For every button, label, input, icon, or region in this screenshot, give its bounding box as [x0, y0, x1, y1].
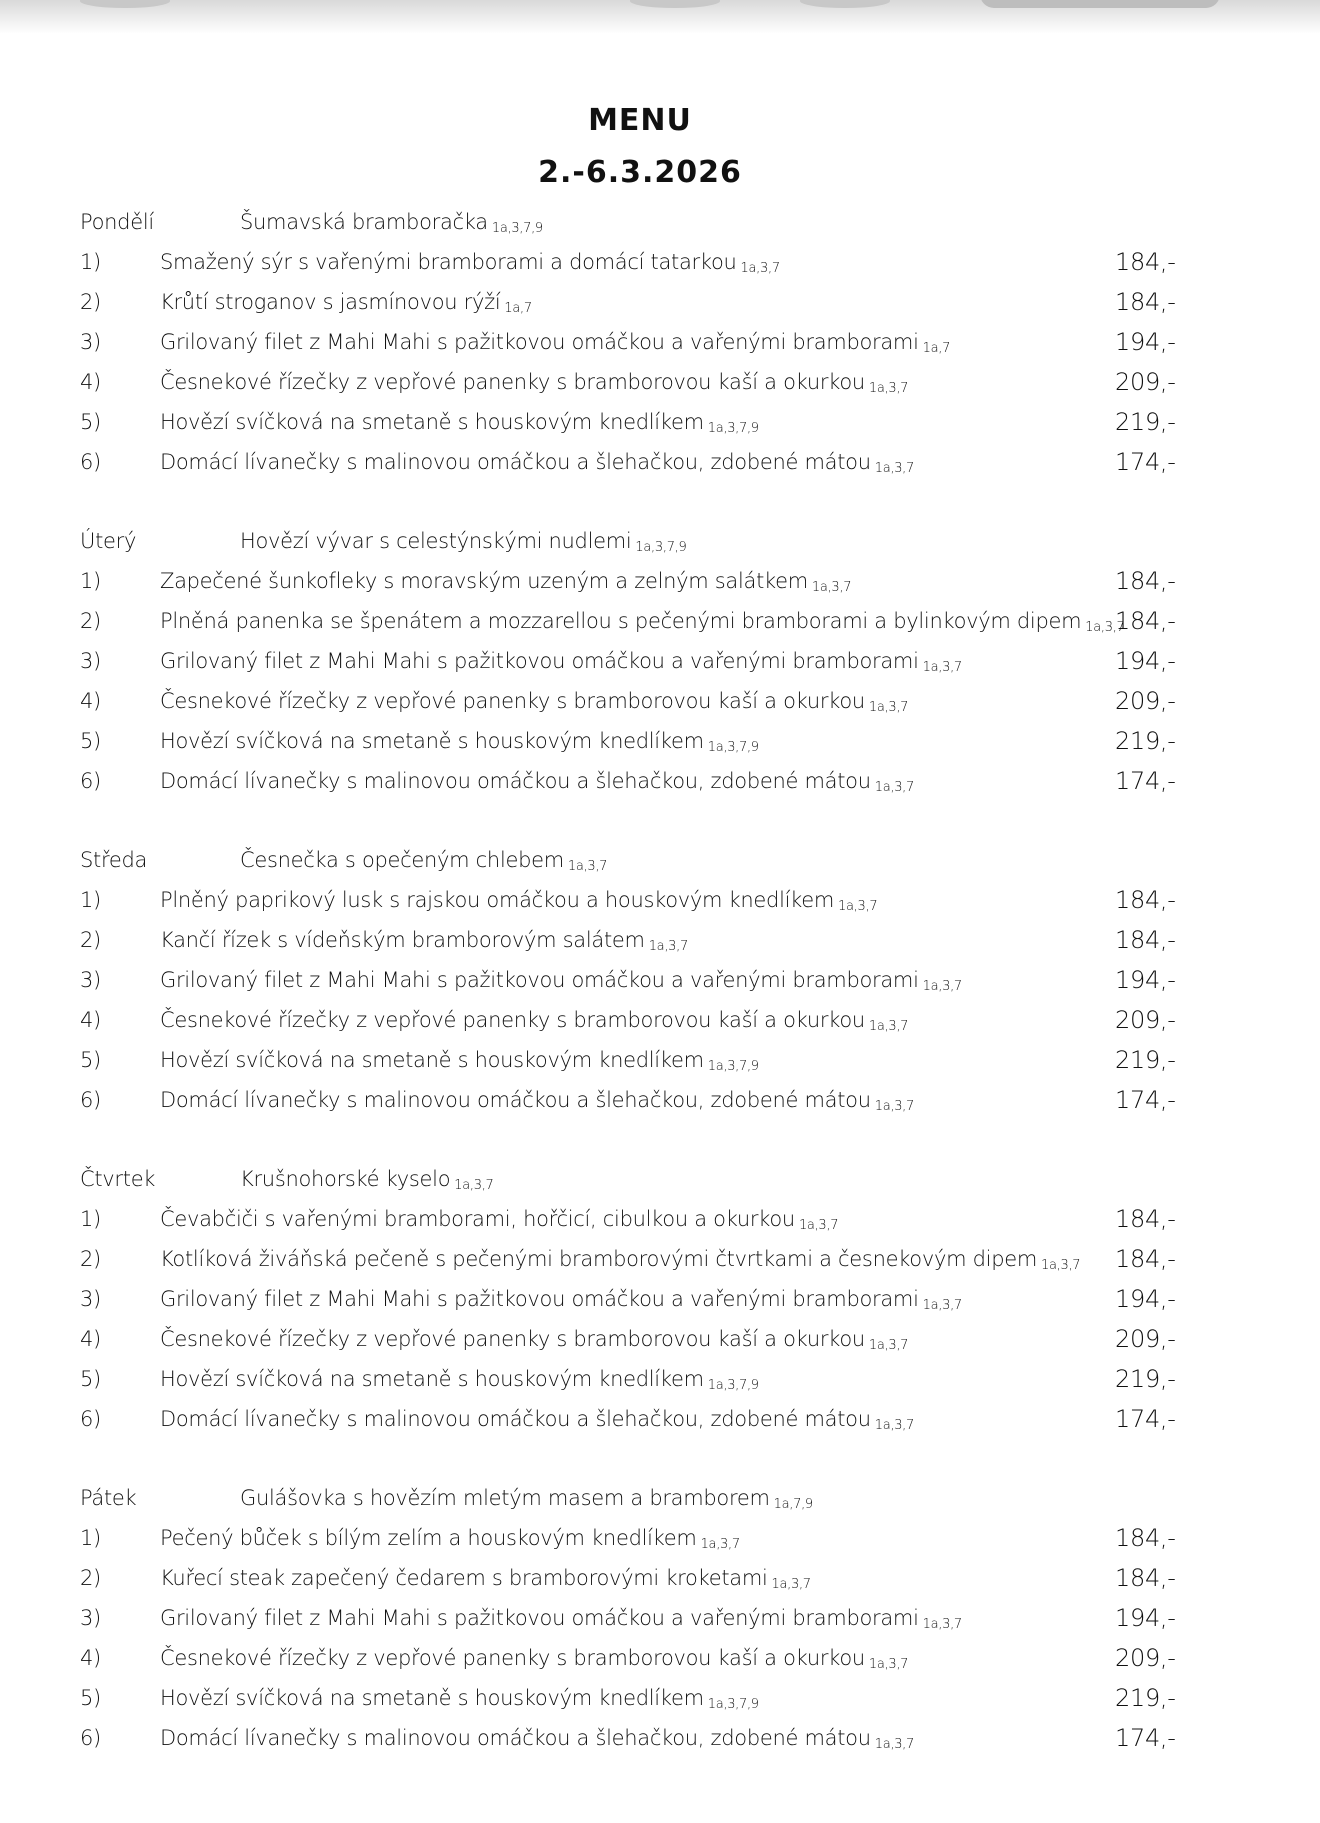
- item-price: 184,-: [1115, 1524, 1176, 1552]
- dish-allergens: 1a,3,7: [922, 979, 962, 994]
- item-price: 184,-: [1115, 607, 1176, 635]
- dish-allergens: 1a,3,7: [874, 1418, 914, 1433]
- dish-name: Domácí lívanečky s malinovou omáčkou a šlehačkou, zdobené mátou: [160, 1088, 871, 1112]
- soup-allergens: 1a,7,9: [773, 1497, 813, 1512]
- menu-dates: 2.-6.3.2026: [538, 155, 742, 190]
- dish-allergens: 1a,7: [504, 301, 532, 316]
- item-number: 1): [80, 250, 101, 274]
- dish-name: Kotlíková živáňská pečeně s pečenými bramborovými čtvrtkami a česnekovým dipem: [160, 1247, 1038, 1271]
- item-number: 2): [80, 1247, 101, 1271]
- item-number: 6): [80, 450, 101, 474]
- dish-name: Grilovaný filet z Mahi Mahi s pažitkovou omáčkou a vařenými bramborami: [160, 1287, 919, 1311]
- day-name: Úterý: [80, 529, 137, 553]
- dish-allergens: 1a,3,7: [874, 1099, 914, 1114]
- item-price: 184,-: [1115, 567, 1176, 595]
- dish-allergens: 1a,3,7,9: [707, 1059, 759, 1074]
- menu-item-row: [80, 282, 1240, 322]
- dish-name: Česnekové řízečky z vepřové panenky s bramborovou kaší a okurkou: [160, 1327, 865, 1351]
- menu-item-row: [80, 561, 1240, 601]
- dish-name: Pečený bůček s bílým zelím a houskovým knedlíkem: [160, 1526, 697, 1550]
- menu-item-row: [80, 442, 1240, 482]
- menu-item-row: [80, 1080, 1240, 1120]
- menu-item-row: [80, 1359, 1240, 1399]
- dish-name: Česnekové řízečky z vepřové panenky s bramborovou kaší a okurkou: [160, 1646, 865, 1670]
- dish-allergens: 1a,3,7: [868, 1338, 909, 1353]
- soup-name: Šumavská bramboračka: [240, 210, 488, 234]
- item-price: 209,-: [1115, 1325, 1176, 1353]
- item-number: 4): [80, 370, 101, 394]
- item-number: 5): [80, 1048, 101, 1072]
- menu-item-row: [80, 761, 1240, 801]
- item-price: 184,-: [1115, 1205, 1176, 1233]
- menu-item-row: [80, 1040, 1240, 1080]
- item-price: 194,-: [1115, 1604, 1176, 1632]
- day-section: [80, 202, 1240, 482]
- menu-item-row: [80, 1199, 1240, 1239]
- dish-allergens: 1a,7: [922, 341, 951, 356]
- item-price: 174,-: [1115, 1086, 1176, 1114]
- dish-name: Hovězí svíčková na smetaně s houskovým knedlíkem: [160, 729, 704, 753]
- day-section: [80, 1159, 1240, 1439]
- item-price: 184,-: [1115, 926, 1176, 954]
- menu-item-row: [80, 362, 1240, 402]
- dish-name: Plněná panenka se špenátem a mozzarellou s pečenými bramborami a bylinkovým dipem: [160, 609, 1082, 633]
- day-section: [80, 521, 1240, 801]
- item-number: 2): [80, 928, 101, 952]
- item-price: 209,-: [1115, 1644, 1176, 1672]
- dish-name: Zapečené šunkofleky s moravským uzeným a zelným salátkem: [160, 569, 808, 593]
- dish-name: Domácí lívanečky s malinovou omáčkou a šlehačkou, zdobené mátou: [160, 769, 871, 793]
- dish-allergens: 1a,3,7: [1041, 1258, 1081, 1273]
- menu-item-row: [80, 1598, 1240, 1638]
- dish: [160, 1718, 914, 1765]
- dish-name: Smažený sýr s vařenými bramborami a domácí tatarkou: [160, 250, 737, 274]
- item-price: 219,-: [1115, 1046, 1176, 1074]
- menu-item-row: [80, 1319, 1240, 1359]
- day-name: Středa: [80, 848, 148, 872]
- day-name: Pátek: [80, 1486, 137, 1510]
- item-price: 184,-: [1115, 288, 1176, 316]
- dish-allergens: 1a,3,7: [1085, 620, 1125, 635]
- menu-item-row: [80, 601, 1240, 641]
- dish-name: Domácí lívanečky s malinovou omáčkou a šlehačkou, zdobené mátou: [160, 1726, 871, 1750]
- item-number: 3): [80, 1287, 101, 1311]
- item-price: 184,-: [1115, 248, 1176, 276]
- dish-name: Grilovaný filet z Mahi Mahi s pažitkovou omáčkou a vařenými bramborami: [160, 649, 919, 673]
- item-price: 174,-: [1115, 1724, 1176, 1752]
- dish-allergens: 1a,3,7: [922, 1617, 962, 1632]
- dish: [160, 1080, 914, 1127]
- item-price: 174,-: [1115, 1405, 1176, 1433]
- menu-item-row: [80, 1518, 1240, 1558]
- item-number: 6): [80, 769, 101, 793]
- day-name: Čtvrtek: [80, 1167, 156, 1191]
- dish-name: Kuřecí steak zapečený čedarem s bramborovými kroketami: [160, 1566, 768, 1590]
- item-price: 184,-: [1115, 886, 1176, 914]
- item-number: 1): [80, 569, 101, 593]
- item-number: 2): [80, 290, 101, 314]
- menu-item-row: [80, 960, 1240, 1000]
- menu-item-row: [80, 920, 1240, 960]
- dish-name: Domácí lívanečky s malinovou omáčkou a šlehačkou, zdobené mátou: [160, 1407, 871, 1431]
- soup-allergens: 1a,3,7: [567, 859, 608, 874]
- item-number: 4): [80, 1008, 101, 1032]
- dish-allergens: 1a,3,7,9: [707, 421, 759, 436]
- item-price: 219,-: [1115, 1684, 1176, 1712]
- soup-allergens: 1a,3,7,9: [635, 540, 687, 555]
- item-number: 5): [80, 1367, 101, 1391]
- menu-item-row: [80, 1399, 1240, 1439]
- item-price: 184,-: [1115, 1245, 1176, 1273]
- item-price: 174,-: [1115, 767, 1176, 795]
- item-price: 194,-: [1115, 1285, 1176, 1313]
- dish-name: Hovězí svíčková na smetaně s houskovým knedlíkem: [160, 1367, 704, 1391]
- dish-allergens: 1a,3,7: [868, 381, 909, 396]
- dish-allergens: 1a,3,7,9: [707, 740, 759, 755]
- day-header: [80, 1478, 1240, 1518]
- menu-item-row: [80, 681, 1240, 721]
- day-header: [80, 202, 1240, 242]
- item-price: 219,-: [1115, 408, 1176, 436]
- menu-item-row: [80, 402, 1240, 442]
- day-section: [80, 840, 1240, 1120]
- day-header: [80, 1159, 1240, 1199]
- day-header: [80, 840, 1240, 880]
- menu-item-row: [80, 880, 1240, 920]
- item-price: 219,-: [1115, 727, 1176, 755]
- dish-allergens: 1a,3,7: [922, 660, 962, 675]
- item-number: 5): [80, 729, 101, 753]
- item-number: 6): [80, 1407, 101, 1431]
- dish-allergens: 1a,3,7: [874, 780, 914, 795]
- dish-name: Česnekové řízečky z vepřové panenky s bramborovou kaší a okurkou: [160, 370, 865, 394]
- day-section: [80, 1478, 1240, 1758]
- dish-allergens: 1a,3,7: [868, 1657, 909, 1672]
- dish-allergens: 1a,3,7,9: [707, 1697, 759, 1712]
- menu-item-row: [80, 1558, 1240, 1598]
- item-number: 5): [80, 1686, 101, 1710]
- menu-item-row: [80, 1638, 1240, 1678]
- item-number: 5): [80, 410, 101, 434]
- dish-allergens: 1a,3,7: [648, 939, 688, 954]
- dish: [160, 442, 914, 489]
- dish-name: Kančí řízek s vídeňským bramborovým salátem: [160, 928, 645, 952]
- dish-name: Hovězí svíčková na smetaně s houskovým knedlíkem: [160, 410, 704, 434]
- item-number: 6): [80, 1088, 101, 1112]
- menu-item-row: [80, 721, 1240, 761]
- dish-allergens: 1a,3,7: [922, 1298, 962, 1313]
- top-edge-shape: [800, 0, 890, 8]
- dish-allergens: 1a,3,7: [838, 899, 878, 914]
- menu-item-row: [80, 1000, 1240, 1040]
- item-number: 4): [80, 1646, 101, 1670]
- menu-item-row: [80, 1239, 1240, 1279]
- top-edge-shape: [80, 0, 170, 8]
- item-price: 174,-: [1115, 448, 1176, 476]
- item-price: 194,-: [1115, 966, 1176, 994]
- dish-name: Česnekové řízečky z vepřové panenky s bramborovou kaší a okurkou: [160, 1008, 865, 1032]
- item-number: 1): [80, 1526, 101, 1550]
- dish-allergens: 1a,3,7: [740, 261, 780, 276]
- dish-name: Grilovaný filet z Mahi Mahi s pažitkovou omáčkou a vařenými bramborami: [160, 330, 919, 354]
- top-edge-shape: [980, 0, 1220, 8]
- dish-name: Domácí lívanečky s malinovou omáčkou a šlehačkou, zdobené mátou: [160, 450, 871, 474]
- weekly-menu: [80, 202, 1240, 1797]
- dish-name: Krůtí stroganov s jasmínovou rýží: [160, 290, 501, 314]
- menu-title: MENU: [588, 103, 692, 138]
- item-number: 6): [80, 1726, 101, 1750]
- dish-name: Čevabčiči s vařenými bramborami, hořčicí, cibulkou a okurkou: [160, 1207, 795, 1231]
- item-number: 3): [80, 1606, 101, 1630]
- item-price: 184,-: [1115, 1564, 1176, 1592]
- dish-allergens: 1a,3,7: [874, 461, 914, 476]
- day-header: [80, 521, 1240, 561]
- dish-name: Hovězí svíčková na smetaně s houskovým knedlíkem: [160, 1686, 704, 1710]
- dish-allergens: 1a,3,7: [771, 1577, 811, 1592]
- dish: [160, 1399, 914, 1446]
- soup-name: Česnečka s opečeným chlebem: [240, 848, 564, 872]
- dish-name: Česnekové řízečky z vepřové panenky s bramborovou kaší a okurkou: [160, 689, 865, 713]
- item-number: 3): [80, 649, 101, 673]
- menu-item-row: [80, 1678, 1240, 1718]
- dish-allergens: 1a,3,7: [868, 700, 909, 715]
- menu-item-row: [80, 641, 1240, 681]
- dish: [160, 761, 914, 808]
- item-price: 219,-: [1115, 1365, 1176, 1393]
- soup-allergens: 1a,3,7: [454, 1178, 494, 1193]
- soup-allergens: 1a,3,7,9: [491, 221, 543, 236]
- dish-allergens: 1a,3,7: [700, 1537, 740, 1552]
- soup-name: Krušnohorské kyselo: [240, 1167, 451, 1191]
- dish-name: Plněný paprikový lusk s rajskou omáčkou a houskovým knedlíkem: [160, 888, 835, 912]
- item-price: 209,-: [1115, 1006, 1176, 1034]
- dish-allergens: 1a,3,7: [874, 1737, 914, 1752]
- dish-allergens: 1a,3,7: [868, 1019, 909, 1034]
- dish-allergens: 1a,3,7: [811, 580, 852, 595]
- item-number: 4): [80, 689, 101, 713]
- menu-item-row: [80, 322, 1240, 362]
- menu-item-row: [80, 1279, 1240, 1319]
- soup-name: Hovězí vývar s celestýnskými nudlemi: [240, 529, 632, 553]
- item-price: 194,-: [1115, 647, 1176, 675]
- menu-item-row: [80, 242, 1240, 282]
- day-name: Pondělí: [80, 210, 154, 234]
- item-number: 3): [80, 968, 101, 992]
- top-edge-strip: [0, 0, 1320, 34]
- dish-name: Grilovaný filet z Mahi Mahi s pažitkovou omáčkou a vařenými bramborami: [160, 1606, 919, 1630]
- item-number: 2): [80, 609, 101, 633]
- item-number: 1): [80, 1207, 101, 1231]
- item-number: 2): [80, 1566, 101, 1590]
- item-price: 209,-: [1115, 368, 1176, 396]
- item-number: 3): [80, 330, 101, 354]
- item-number: 1): [80, 888, 101, 912]
- item-number: 4): [80, 1327, 101, 1351]
- menu-item-row: [80, 1718, 1240, 1758]
- item-price: 194,-: [1115, 328, 1176, 356]
- dish-allergens: 1a,3,7,9: [707, 1378, 759, 1393]
- dish-name: Hovězí svíčková na smetaně s houskovým knedlíkem: [160, 1048, 704, 1072]
- soup-name: Gulášovka s hovězím mletým masem a bramborem: [240, 1486, 770, 1510]
- dish-allergens: 1a,3,7: [798, 1218, 839, 1233]
- item-price: 209,-: [1115, 687, 1176, 715]
- dish-name: Grilovaný filet z Mahi Mahi s pažitkovou omáčkou a vařenými bramborami: [160, 968, 919, 992]
- top-edge-shape: [630, 0, 720, 8]
